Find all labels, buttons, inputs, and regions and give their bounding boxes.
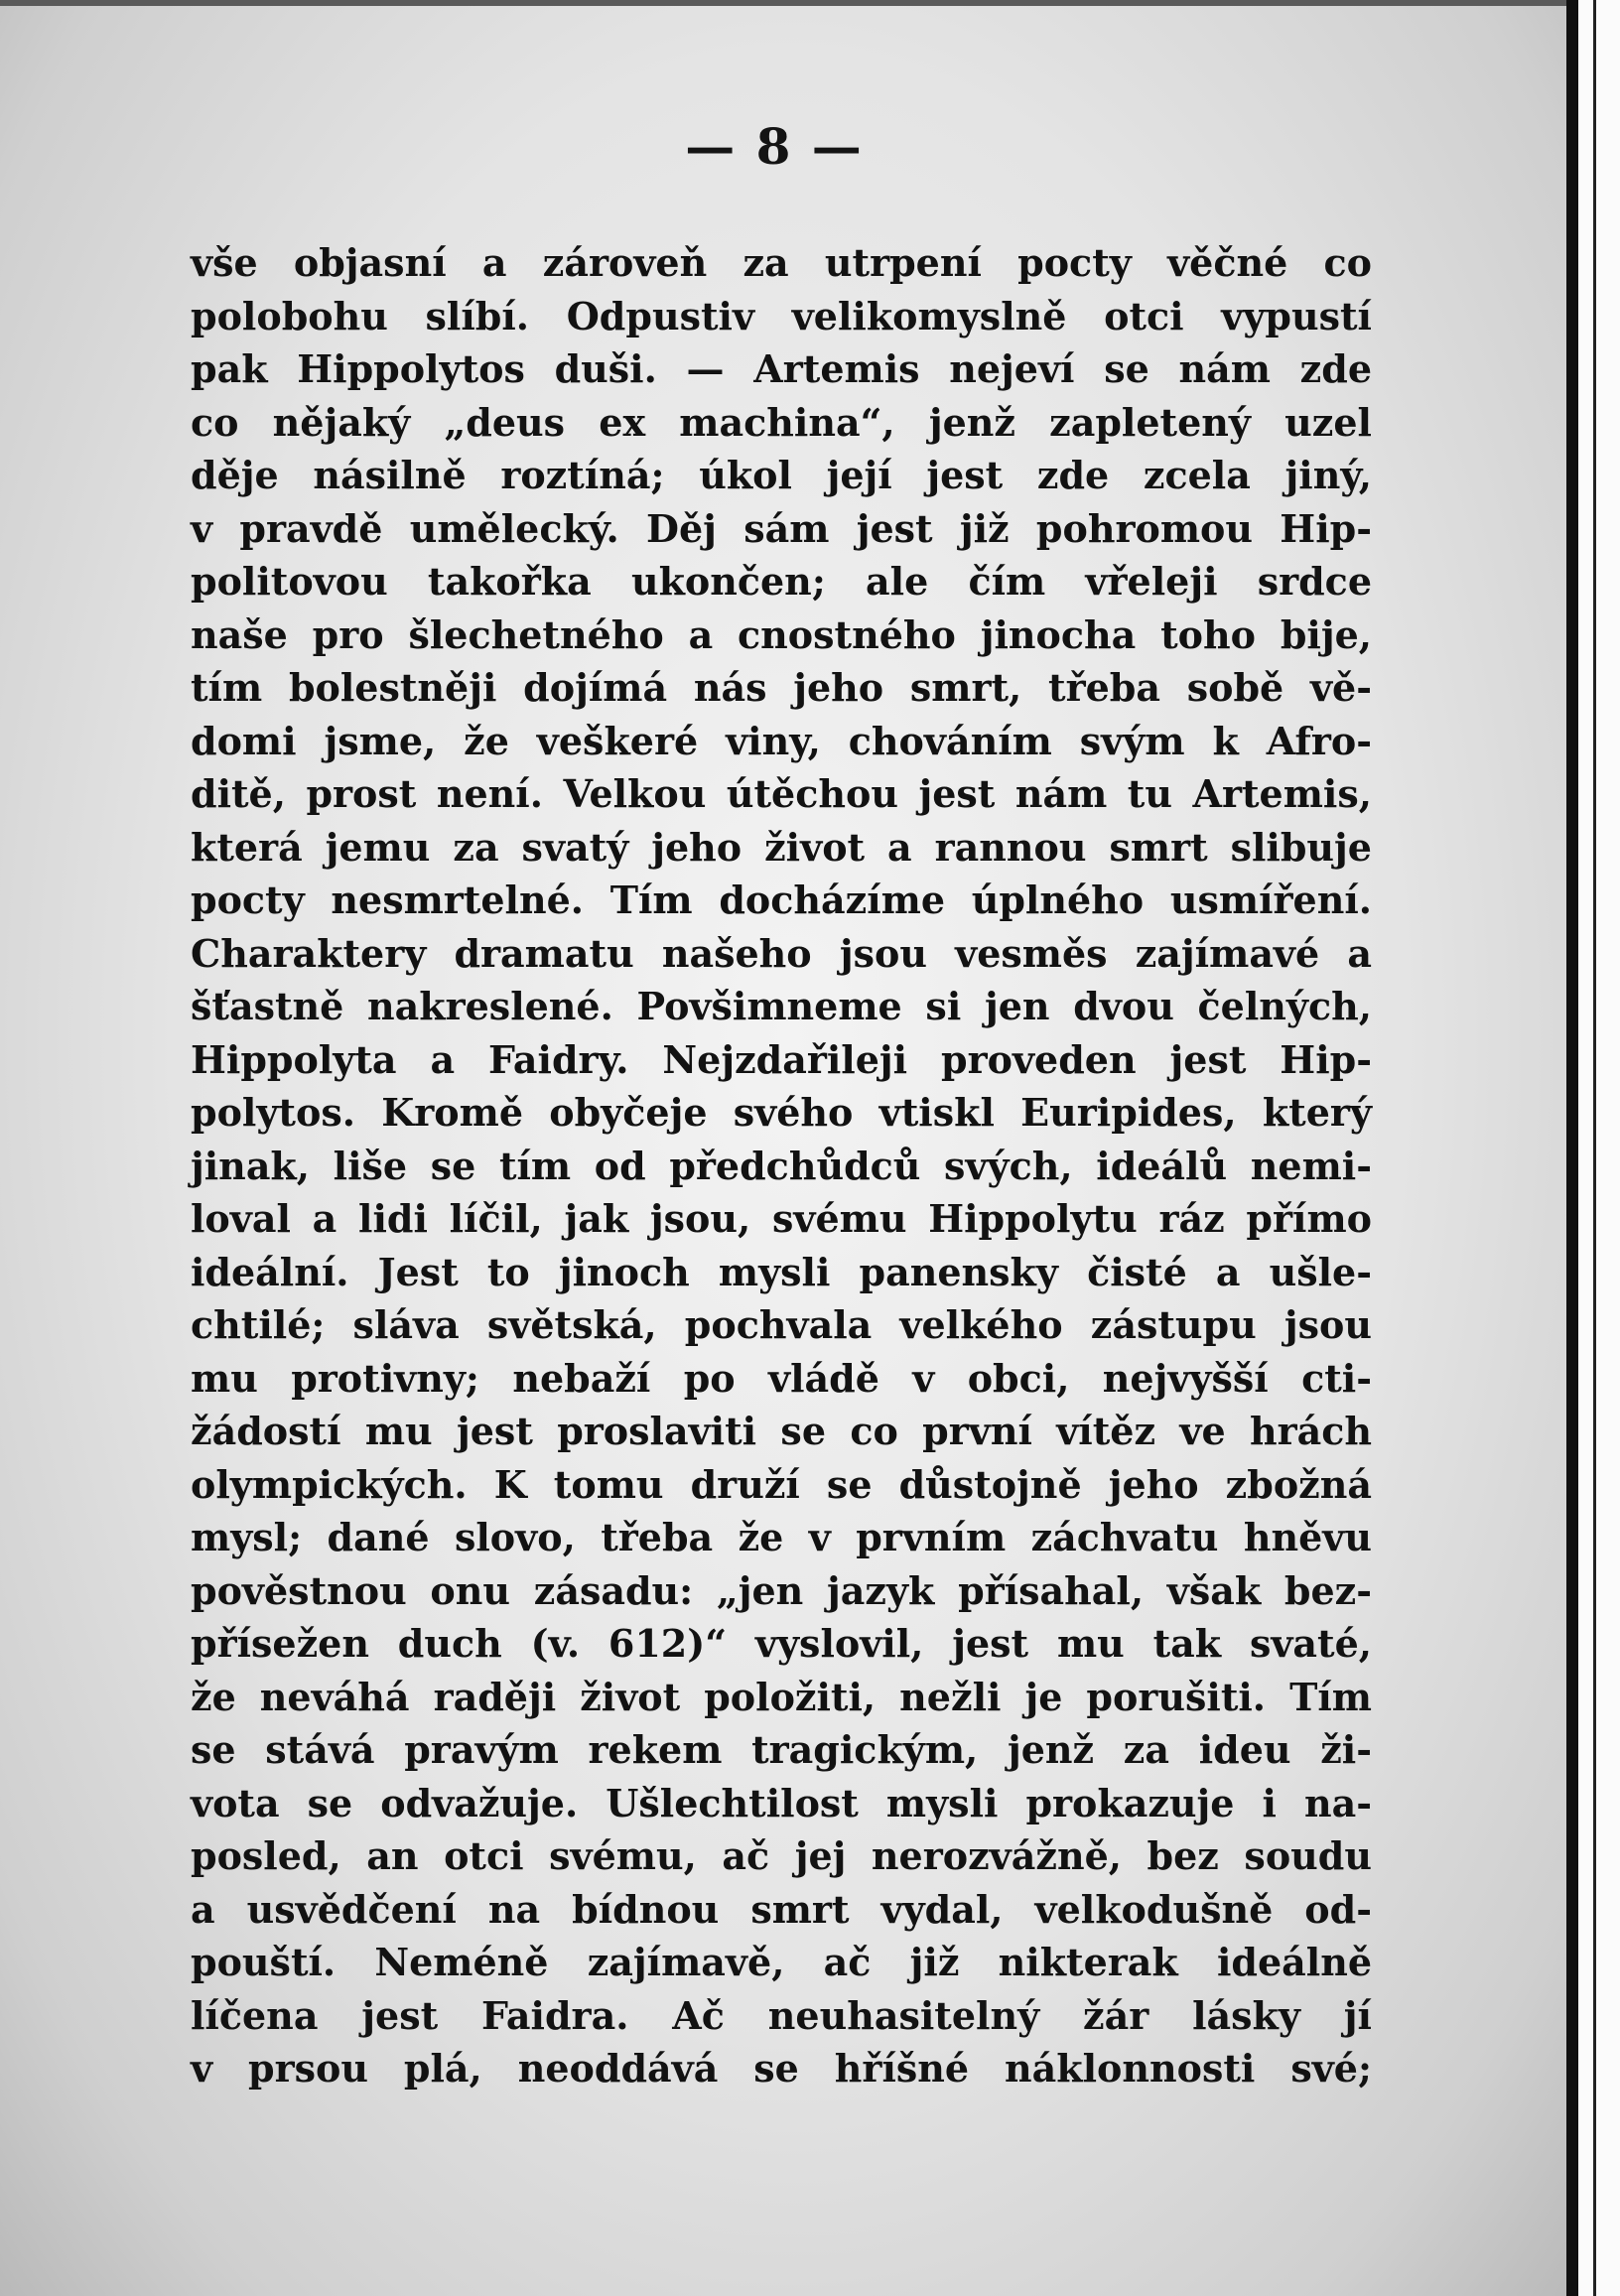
- page-number: — 8 —: [685, 117, 864, 176]
- text-line: v prsou plá, neoddává se hříšné náklonnosti své;: [191, 2046, 1372, 2091]
- page-edge-line: [1593, 0, 1596, 2296]
- text-line: mu protivny; nebaží po vládě v obci, nejvyšší cti-: [191, 1355, 1372, 1401]
- text-line: olympických. K tomu druží se důstojně jeho zbožná: [191, 1461, 1372, 1507]
- text-line: tím bolestněji dojímá nás jeho smrt, třeba sobě vě-: [191, 665, 1372, 710]
- text-line: pověstnou onu zásadu: „jen jazyk přísahal, však bez-: [191, 1567, 1372, 1613]
- text-line: se stává pravým rekem tragickým, jenž za ideu ži-: [191, 1727, 1372, 1772]
- text-line: vše objasní a zároveň za utrpení pocty věčné co: [191, 240, 1372, 285]
- text-line: že neváhá raději život položiti, nežli je porušiti. Tím: [191, 1674, 1372, 1719]
- text-line: pouští. Neméně zajímavě, ač již nikterak ideálně: [191, 1940, 1372, 1984]
- text-line: šťastně nakreslené. Povšimneme si jen dvou čelných,: [191, 984, 1372, 1028]
- text-line: Charaktery dramatu našeho jsou vesměs zajímavé a: [191, 930, 1372, 976]
- page-margin: [1578, 0, 1620, 2296]
- text-line: líčena jest Faidra. Ač neuhasitelný žár lásky jí: [191, 1992, 1372, 2038]
- text-line: co nějaký „deus ex machina“, jenž zapletený uzel: [191, 399, 1372, 445]
- text-line: přísežen duch (v. 612)“ vyslovil, jest mu tak svaté,: [191, 1621, 1372, 1666]
- text-line: Hippolyta a Faidry. Nejzdařileji proveden jest Hip-: [191, 1036, 1372, 1082]
- text-line: v pravdě umělecký. Děj sám jest již pohromou Hip-: [191, 505, 1372, 551]
- text-line: pocty nesmrtelné. Tím docházíme úplného usmíření.: [191, 878, 1372, 922]
- text-line: vota se odvažuje. Ušlechtilost mysli prokazuje i na-: [191, 1780, 1372, 1825]
- text-line: domi jsme, že veškeré viny, chováním svým k Afro-: [191, 718, 1372, 763]
- text-line: pak Hippolytos duši. — Artemis nejeví se nám zde: [191, 346, 1372, 391]
- text-line: polytos. Kromě obyčeje svého vtiskl Euripides, který: [191, 1090, 1372, 1135]
- text-line: naše pro šlechetného a cnostného jinocha toho bije,: [191, 611, 1372, 657]
- text-line: posled, an otci svému, ač jej nerozvážně, bez soudu: [191, 1833, 1372, 1878]
- text-line: ideální. Jest to jinoch mysli panensky čisté a ušle-: [191, 1249, 1372, 1294]
- text-line: chtilé; sláva světská, pochvala velkého zástupu jsou: [191, 1302, 1372, 1347]
- text-line: jinak, liše se tím od předchůdců svých, ideálů nemi-: [191, 1143, 1372, 1188]
- text-line: mysl; dané slovo, třeba že v prvním záchvatu hněvu: [191, 1515, 1372, 1559]
- body-text: [191, 236, 1372, 2095]
- text-line: a usvědčení na bídnou smrt vydal, velkodušně od-: [191, 1886, 1372, 1932]
- text-line: ditě, prost není. Velkou útěchou jest nám tu Artemis,: [191, 771, 1372, 816]
- text-line: polobohu slíbí. Odpustiv velikomyslně otci vypustí: [191, 293, 1372, 338]
- page-edge-shadow: [1566, 0, 1578, 2296]
- text-line: loval a lidi líčil, jak jsou, svému Hippolytu ráz přímo: [191, 1196, 1372, 1241]
- text-line: politovou takořka ukončen; ale čím vřeleji srdce: [191, 559, 1372, 604]
- text-line: která jemu za svatý jeho život a rannou smrt slibuje: [191, 824, 1372, 870]
- text-line: žádostí mu jest proslaviti se co první vítěz ve hrách: [191, 1409, 1372, 1453]
- text-line: děje násilně roztíná; úkol její jest zde zcela jiný,: [191, 453, 1372, 497]
